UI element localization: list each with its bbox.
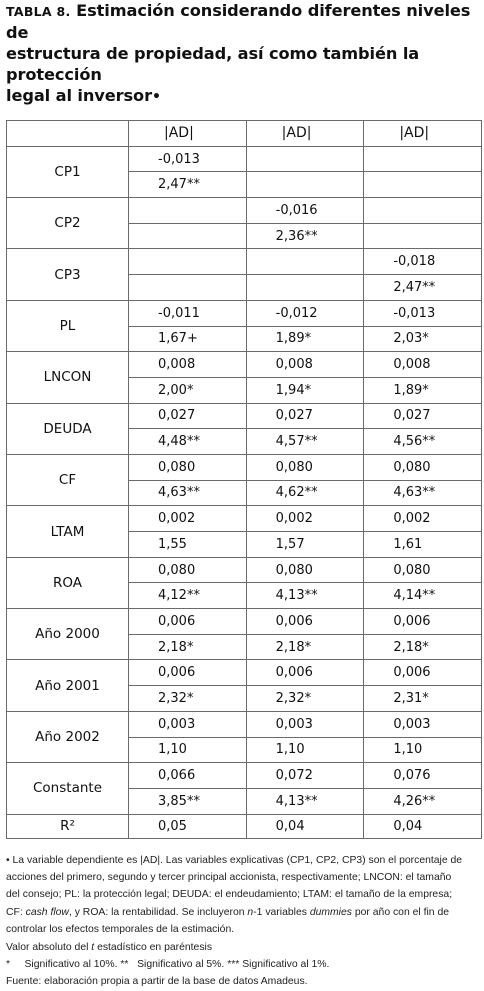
t-statistic-cell [246,172,364,198]
row-label: R² [7,814,129,838]
t-statistic-cell: 4,13** [246,788,364,814]
note-italic: n [247,906,254,918]
coefficient-cell: 0,080 [246,557,364,583]
t-statistic-cell: 1,10 [129,737,247,763]
title-line-2: estructura de propiedad, así como también la protección [6,44,420,84]
t-statistic-cell: 1,10 [246,737,364,763]
t-statistic-cell [129,275,247,301]
t-statistic-cell: 2,47** [129,172,247,198]
coefficient-cell: -0,013 [364,300,482,326]
coefficient-cell [129,198,247,224]
note-text: Valor absoluto del [6,941,92,953]
t-statistic-cell: 4,63** [129,480,247,506]
t-statistic-cell: 2,47** [364,275,482,301]
table-row [7,763,482,789]
note-text: estadístico en paréntesis [94,941,213,953]
table-row [7,557,482,583]
coefficient-cell: 0,003 [246,711,364,737]
t-statistic-cell [364,172,482,198]
note-line: • La variable dependiente es |AD|. Las variables explicativas (CP1, CP2, CP3) son el porcentaje de [6,854,463,866]
coefficient-cell [129,249,247,275]
coefficient-cell [246,249,364,275]
header-row [7,121,482,147]
table-row [7,198,482,224]
t-statistic-cell: 4,12** [129,583,247,609]
source-note: Fuente: elaboración propia a partir de la base de datos Amadeus. [6,976,308,988]
coefficient-cell [364,198,482,224]
t-statistic-cell: 4,57** [246,429,364,455]
coefficient-cell: 0,072 [246,763,364,789]
table-row [7,660,482,686]
t-statistic-cell: 2,31* [364,686,482,712]
note-line: acciones del primero, segundo y tercer principal accionista, respectivamente; LNCON: el tamaño [6,871,452,883]
row-label: PL [7,300,129,351]
note-text: , y ROA: la rentabilidad. Se incluyeron [68,906,248,918]
table-row [7,454,482,480]
coefficient-cell: 0,002 [129,506,247,532]
table-number: TABLA 8. [6,4,71,19]
t-statistic-cell: 4,48** [129,429,247,455]
coefficient-cell: 0,080 [129,557,247,583]
table-body [7,146,482,838]
title-text-3: legal al inversor [6,86,152,105]
coefficient-cell: 0,080 [364,454,482,480]
t-statistic-cell: 1,89* [364,377,482,403]
t-statistic-cell [364,223,482,249]
coefficient-cell [364,146,482,172]
header-col-2: |AD| [246,121,364,147]
t-statistic-cell: 4,26** [364,788,482,814]
t-statistic-cell: 1,94* [246,377,364,403]
coefficient-cell: 0,008 [364,352,482,378]
row-label: CP1 [7,146,129,197]
table-row [7,711,482,737]
significance-note: * Significativo al 10%. ** Significativo al 5%. *** Significativo al 1%. [6,959,330,970]
coefficient-cell: 0,066 [129,763,247,789]
coefficient-cell: -0,013 [129,146,247,172]
coefficient-cell: 0,002 [364,506,482,532]
r-squared-cell: 0,05 [129,814,247,838]
note-text: por año con el fin de [351,906,450,918]
table-notes [3,852,481,991]
coefficient-cell: 0,006 [364,660,482,686]
t-statistic-cell: 2,32* [246,686,364,712]
note-text: -1 variables [253,906,310,918]
table-row [7,403,482,429]
row-label: Año 2001 [7,660,129,711]
title-bullet: • [151,89,161,105]
coefficient-cell: 0,076 [364,763,482,789]
t-statistic-cell: 4,13** [246,583,364,609]
note-line [6,904,481,921]
note-line: del consejo; PL: la protección legal; DEUDA: el endeudamiento; LTAM: el tamaño de la empresa; [6,889,453,901]
t-statistic-cell: 1,10 [364,737,482,763]
note-italic: t [91,941,95,953]
t-statistic-cell: 1,61 [364,532,482,558]
t-statistic-cell: 1,67+ [129,326,247,352]
table-row [7,352,482,378]
t-statistic-cell: 2,03* [364,326,482,352]
coefficient-cell: 0,008 [129,352,247,378]
t-statistic-cell: 2,18* [364,634,482,660]
row-label: LTAM [7,506,129,557]
row-label: Año 2000 [7,609,129,660]
coefficient-cell: 0,027 [129,403,247,429]
header-corner [7,121,129,147]
t-statistic-cell: 4,56** [364,429,482,455]
t-statistic-cell: 4,63** [364,480,482,506]
title-line-3 [6,85,481,108]
row-label: CF [7,454,129,505]
coefficient-cell: 0,002 [246,506,364,532]
row-label: Constante [7,763,129,814]
t-statistic-cell: 3,85** [129,788,247,814]
coefficient-cell: 0,006 [364,609,482,635]
t-statistic-cell: 1,57 [246,532,364,558]
t-statistic-cell: 2,00* [129,377,247,403]
t-statistic-cell: 1,55 [129,532,247,558]
table-row [7,609,482,635]
r-squared-row [7,814,482,838]
t-statistic-cell: 2,18* [246,634,364,660]
note-line: controlar los efectos temporales de la estimación. [6,924,235,936]
row-label: CP2 [7,198,129,249]
coefficient-cell: 0,080 [129,454,247,480]
coefficient-cell: -0,012 [246,300,364,326]
coefficient-cell [246,146,364,172]
regression-table [6,120,482,839]
t-statistic-cell: 2,18* [129,634,247,660]
coefficient-cell: 0,006 [129,660,247,686]
coefficient-cell: 0,006 [246,609,364,635]
row-label: Año 2002 [7,711,129,762]
r-squared-cell: 0,04 [364,814,482,838]
coefficient-cell: 0,006 [129,609,247,635]
coefficient-cell: 0,006 [246,660,364,686]
t-statistic-cell: 2,36** [246,223,364,249]
row-label: LNCON [7,352,129,403]
coefficient-cell: 0,027 [246,403,364,429]
coefficient-cell: 0,080 [246,454,364,480]
note-italic: dummies [309,906,352,918]
coefficient-cell: -0,018 [364,249,482,275]
header-col-3: |AD| [364,121,482,147]
t-statistic-cell: 4,14** [364,583,482,609]
note-italic: cash flow [25,906,69,918]
row-label: CP3 [7,249,129,300]
title-line-1 [6,0,481,43]
header-col-1: |AD| [129,121,247,147]
t-statistic-cell: 2,32* [129,686,247,712]
t-statistic-cell: 4,62** [246,480,364,506]
table-title [3,0,481,108]
t-statistic-cell: 1,89* [246,326,364,352]
table-row [7,249,482,275]
row-label: DEUDA [7,403,129,454]
coefficient-cell: 0,003 [364,711,482,737]
row-label: ROA [7,557,129,608]
coefficient-cell: -0,011 [129,300,247,326]
coefficient-cell: 0,003 [129,711,247,737]
r-squared-cell: 0,04 [246,814,364,838]
coefficient-cell: 0,008 [246,352,364,378]
note-line [6,939,481,956]
table-row [7,300,482,326]
title-text-1: Estimación considerando diferentes niveles de [6,1,471,42]
coefficient-cell: 0,080 [364,557,482,583]
t-statistic-cell [246,275,364,301]
coefficient-cell: 0,027 [364,403,482,429]
t-statistic-cell [129,223,247,249]
table-row [7,506,482,532]
note-text: CF: [6,906,26,918]
table-row [7,146,482,172]
coefficient-cell: -0,016 [246,198,364,224]
